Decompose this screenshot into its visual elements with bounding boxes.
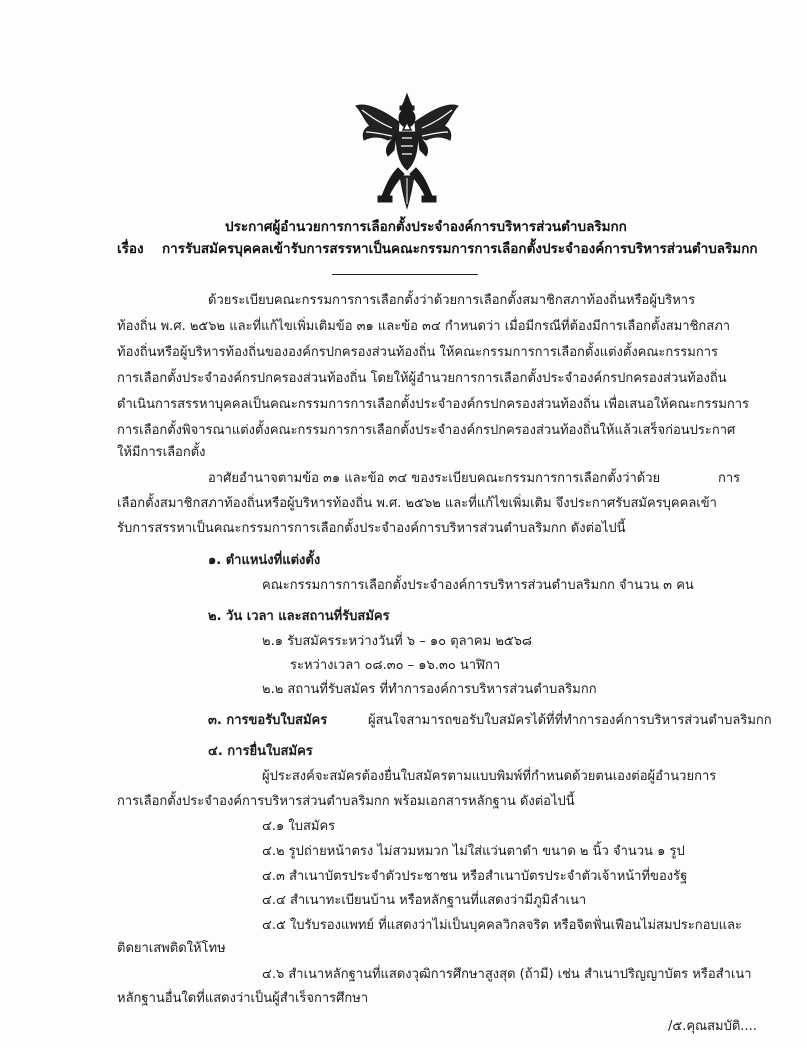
intro-p2-fragment: การ: [718, 471, 741, 486]
section-4-item-cont: ติดยาเสพติดให้โทษ: [117, 941, 226, 956]
intro-p1-line: ให้มีการเลือกตั้ง: [117, 445, 206, 460]
section-2-heading: ๒. วัน เวลา และสถานที่รับสมัคร: [208, 609, 390, 624]
section-3-heading: ๓. การขอรับใบสมัคร: [208, 713, 328, 728]
announcement-title: ประกาศผู้อำนวยการการเลือกตั้งประจำองค์การบริหารส่วนตำบลริมกก: [225, 219, 627, 235]
page-continuation: /๕.คุณสมบัติ....: [668, 1019, 757, 1034]
section-4-item: ๔.๔ สำเนาทะเบียนบ้าน หรือหลักฐานที่แสดงว่ามีภูมิลำเนา: [262, 893, 587, 908]
section-4-intro: การเลือกตั้งประจำองค์การบริหารส่วนตำบลริมกก พร้อมเอกสารหลักฐาน ดังต่อไปนี้: [117, 794, 575, 809]
section-1-body: คณะกรรมการการเลือกตั้งประจำองค์การบริหารส่วนตำบลริมกก จำนวน ๓ คน: [262, 578, 694, 593]
section-4-item: ๔.๑ ใบสมัคร: [262, 819, 336, 834]
title-divider: [332, 274, 478, 275]
subject-label: เรื่อง: [117, 241, 144, 257]
section-4-item-cont: หลักฐานอื่นใดที่แสดงว่าเป็นผู้สำเร็จการศึกษา: [117, 991, 369, 1006]
section-3-body: ผู้สนใจสามารถขอรับใบสมัครได้ที่ที่ทำการองค์การบริหารส่วนตำบลริมกก: [368, 713, 772, 728]
intro-p1-line: ท้องถิ่นหรือผู้บริหารท้องถิ่นขององค์กรปกครองส่วนท้องถิ่น ให้คณะกรรมการการเลือกตั้งแต่งตั้งคณะกรรมการ: [117, 345, 718, 360]
section-2-line: ระหว่างเวลา ๐๘.๓๐ – ๑๖.๓๐ นาฬิกา: [290, 658, 501, 673]
intro-p1-line: ท้องถิ่น พ.ศ. ๒๕๖๒ และที่แก้ไขเพิ่มเติมข้อ ๓๑ และข้อ ๓๔ กำหนดว่า เมื่อมีกรณีที่ต้องมีการเลือกตั้งสมาชิกสภา: [117, 319, 731, 334]
intro-p1-line: ด้วยระเบียบคณะกรรมการการเลือกตั้งว่าด้วยการเลือกตั้งสมาชิกสภาท้องถิ่นหรือผู้บริหาร: [208, 293, 696, 308]
intro-p1-line: ดำเนินการสรรหาบุคคลเป็นคณะกรรมการการเลือกตั้งประจำองค์กรปกครองส่วนท้องถิ่น เพื่อเสนอให้คณะกรรมการ: [117, 397, 750, 412]
intro-p2-line: รับการสรรหาเป็นคณะกรรมการการเลือกตั้งประจำองค์การบริหารส่วนตำบลริมกก ดังต่อไปนี้: [117, 521, 626, 536]
intro-p2-line: อาศัยอำนาจตามข้อ ๓๑ และข้อ ๓๔ ของระเบียบคณะกรรมการการเลือกตั้งว่าด้วย: [208, 471, 661, 486]
intro-p1-line: การเลือกตั้งประจำองค์กรปกครองส่วนท้องถิ่น โดยให้ผู้อำนวยการการเลือกตั้งประจำองค์กรปกครองส่วนท้องถิ่น: [117, 371, 727, 386]
section-4-item: ๔.๕ ใบรับรองแพทย์ ที่แสดงว่าไม่เป็นบุคคลวิกลจริต หรือจิตฟั่นเฟือนไม่สมประกอบและ: [262, 918, 743, 933]
section-1-heading: ๑. ตำแหน่งที่แต่งตั้ง: [208, 553, 321, 568]
section-2-line: ๒.๒ สถานที่รับสมัคร ที่ทำการองค์การบริหารส่วนตำบลริมกก: [262, 682, 597, 697]
garuda-emblem-icon: [352, 92, 462, 210]
section-4-item: ๔.๓ สำเนาบัตรประจำตัวประชาชน หรือสำเนาบัตรประจำตัวเจ้าหน้าที่ของรัฐ: [262, 869, 688, 884]
intro-p2-line: เลือกตั้งสมาชิกสภาท้องถิ่นหรือผู้บริหารท้องถิ่น พ.ศ. ๒๕๖๒ และที่แก้ไขเพิ่มเติม จึงประกาศรับสมัครบุคคลเข้า: [117, 496, 717, 511]
section-2-line: ๒.๑ รับสมัครระหว่างวันที่ ๖ – ๑๐ ตุลาคม ๒๕๖๘: [262, 634, 533, 649]
section-4-intro: ผู้ประสงค์จะสมัครต้องยื่นใบสมัครตามแบบพิมพ์ที่กำหนดด้วยตนเองต่อผู้อำนวยการ: [262, 769, 717, 784]
intro-p1-line: การเลือกตั้งพิจารณาแต่งตั้งคณะกรรมการการเลือกตั้งประจำองค์กรปกครองส่วนท้องถิ่นให้แล้วเสร็จก่อนประกาศ: [117, 423, 736, 438]
section-4-item: ๔.๒ รูปถ่ายหน้าตรง ไม่สวมหมวก ไม่ใส่แว่นตาดำ ขนาด ๒ นิ้ว จำนวน ๑ รูป: [262, 844, 685, 859]
section-4-item: ๔.๖ สำเนาหลักฐานที่แสดงวุฒิการศึกษาสูงสุด (ถ้ามี) เช่น สำเนาปริญญาบัตร หรือสำเนา: [262, 967, 752, 982]
subject-text: การรับสมัครบุคคลเข้ารับการสรรหาเป็นคณะกรรมการการเลือกตั้งประจำองค์การบริหารส่วนตำบลริมกก: [162, 241, 758, 257]
section-4-heading: ๔. การยื่นใบสมัคร: [208, 744, 313, 759]
